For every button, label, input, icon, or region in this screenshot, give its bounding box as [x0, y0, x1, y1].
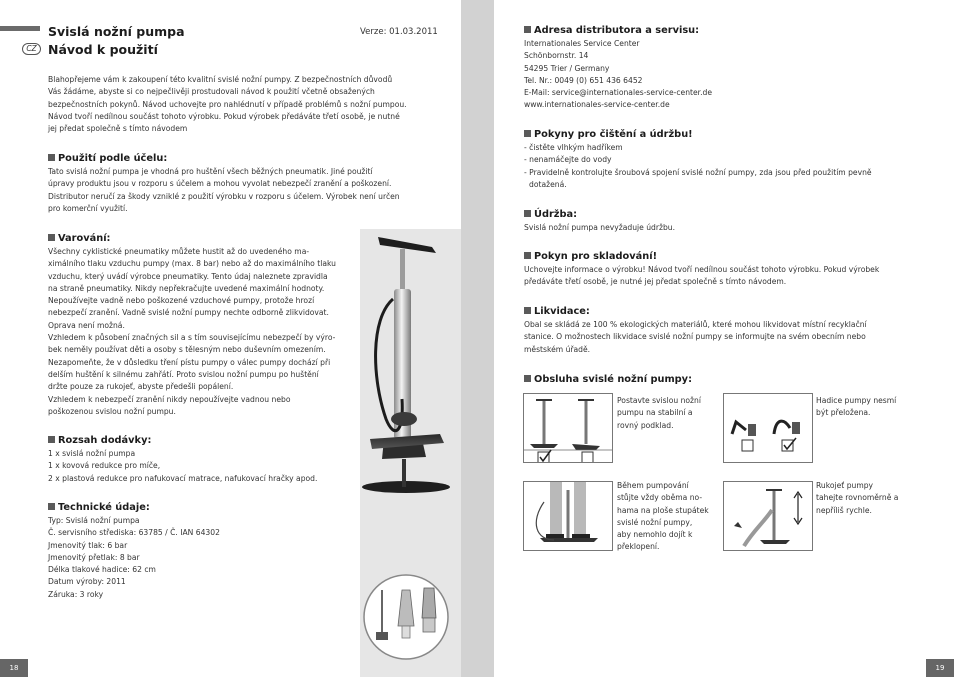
tech-item: Jmenovitý přetlak: 8 bar: [48, 552, 140, 562]
disposal-line: městském úřadě.: [524, 344, 591, 354]
usage-heading: Použití podle účelu:: [48, 153, 167, 164]
right-page: [494, 0, 954, 677]
step4-text: [816, 480, 898, 517]
page-number: 19: [926, 659, 954, 677]
tech-list: [48, 515, 220, 601]
adapter-accessories-icon: [362, 566, 450, 668]
step1-line: pumpu na stabilní a: [617, 408, 693, 418]
disposal-line: Obal se skládá ze 100 % ekologických materiálů, které mohou likvidovat místní recyklační: [524, 320, 867, 329]
disposal-heading: Likvidace:: [524, 306, 590, 317]
step1-line: rovný podklad.: [617, 420, 674, 430]
warning-line: poškozenou svislou nožní pumpu.: [48, 406, 176, 416]
usage-line: úpravy produktu jsou v rozporu s účelem a mohou vyvolat nebezpečí zranění a poškození.: [48, 179, 392, 189]
step3-line: svislé nožní pumpy,: [617, 517, 693, 527]
maintenance-text: [524, 222, 675, 234]
step2-line: Hadice pumpy nesmí: [816, 396, 897, 405]
disposal-line: stanice. O možnostech likvidace svislé nožní pumpy se informujte na svém obecním nebo: [524, 332, 866, 342]
delivery-item: 1 x kovová redukce pro míče,: [48, 461, 161, 471]
usage-line: Distributor neručí za škody vzniklé z použití výrobku v rozporu s účelem. Výrobek není určen: [48, 191, 400, 201]
step3-illustration: [523, 481, 613, 551]
intro-line: Blahopřejeme vám k zakoupení této kvalitní svislé nožní pumpy. Z bezpečnostních důvodů: [48, 75, 393, 84]
address-line: 54295 Trier / Germany: [524, 63, 610, 73]
tech-item: Délka tlakové hadice: 62 cm: [48, 565, 156, 575]
warning-line: Všechny cyklistické pneumatiky můžete hustit až do uvedeného ma-: [48, 247, 310, 256]
warning-line: Vzhledem k působení značných sil a s tím souvisejícímu nebezpečí by výro-: [48, 333, 336, 343]
warning-paragraph: [48, 246, 336, 418]
step3-line: Během pumpování: [617, 481, 689, 490]
version-label: Verze: 01.03.2011: [360, 27, 438, 37]
tech-heading: Technické údaje:: [48, 502, 150, 513]
hose-kink-icon: [724, 394, 813, 463]
address-line: www.internationales-service-center.de: [524, 100, 670, 110]
warning-line: nebezpečí zranění. Vadně svislé nožní pumpy nechte odborně zlikvidovat.: [48, 308, 329, 318]
usage-line: pro komerční využití.: [48, 203, 128, 213]
cleaning-item: dotažená.: [529, 179, 567, 189]
address-line: Internationales Service Center: [524, 39, 640, 48]
address-line: E-Mail: service@internationales-service-center.de: [524, 88, 713, 98]
usage-paragraph: [48, 166, 400, 215]
delivery-list: [48, 448, 317, 485]
step4-illustration: [723, 481, 813, 551]
maintenance-heading: Údržba:: [524, 209, 577, 220]
storage-text: [524, 264, 879, 289]
warning-line: ximálního tlaku vzduchu pumpy (max. 8 bar) nebo až do maximálního tlaku: [48, 259, 336, 269]
tech-item: Č. servisního střediska: 63785 / Č. IAN 64302: [48, 528, 220, 538]
disposal-text: [524, 319, 867, 356]
language-badge: CZ: [22, 43, 41, 55]
delivery-item: 1 x svislá nožní pumpa: [48, 449, 136, 458]
intro-line: jej předat společně s tímto návodem: [48, 124, 188, 134]
warning-line: na straně pneumatiky. Nikdy nepřekračujte uvedené maximální hodnoty.: [48, 283, 325, 293]
warning-line: Nepoužívejte vadně nebo poškozené vzduchové pumpy, protože hrozí: [48, 296, 315, 306]
pump-stand-icon: [524, 394, 613, 463]
step1-text: [617, 395, 701, 432]
cleaning-item: - Pravidelně kontrolujte šroubová spojení svislé nožní pumpy, zda jsou před použitím pevně: [524, 167, 872, 177]
step3-line: aby nemohlo dojít k: [617, 530, 693, 540]
intro-line: bezpečnostních pokynů. Návod uchovejte pro nahlédnutí v případě problémů s nožní pumpou.: [48, 99, 407, 109]
step1-illustration: [523, 393, 613, 463]
delivery-heading: Rozsah dodávky:: [48, 435, 151, 446]
maintenance-line: Svislá nožní pumpa nevyžaduje údržbu.: [524, 223, 675, 232]
usage-line: Tato svislá nožní pumpa je vhodná pro huštění všech běžných pneumatik. Jiné použití: [48, 167, 373, 176]
cleaning-item: - čistěte vlhkým hadříkem: [524, 143, 623, 152]
page-number: 18: [0, 659, 28, 677]
warning-line: držte pouze za rukojeť, abyste předešli popálení.: [48, 382, 234, 392]
step2-illustration: [723, 393, 813, 463]
storage-line: předáváte třetí osobě, je nutné jej předat společně s tímto návodem.: [524, 277, 787, 287]
step2-line: být přeložena.: [816, 408, 871, 418]
distributor-address: [524, 38, 712, 112]
warning-line: Oprava není možná.: [48, 320, 125, 330]
distributor-heading: Adresa distributora a servisu:: [524, 25, 699, 36]
page-subtitle: Návod k použití: [48, 42, 158, 57]
warning-heading: Varování:: [48, 233, 110, 244]
page-title: Svislá nožní pumpa: [48, 24, 185, 39]
address-line: Schönbornstr. 14: [524, 51, 589, 61]
warning-line: vzduchu, který uvádí výrobce pneumatiky. Tento údaj naleznete zpravidla: [48, 271, 328, 281]
warning-line: bek neměly používat děti a osoby s tělesným nebo duševním omezením.: [48, 345, 326, 355]
cleaning-list: [524, 142, 872, 191]
left-page: [0, 0, 461, 677]
cleaning-item: - nenamáčejte do vody: [524, 155, 612, 165]
warning-line: Vzhledem k nebezpečí zranění nikdy nepoužívejte vadnou nebo: [48, 394, 291, 404]
step3-line: stůjte vždy oběma no-: [617, 493, 703, 503]
step4-line: Rukojeť pumpy: [816, 481, 874, 490]
intro-line: Vás žádáme, abyste si co nejpečlivěji prostudovali návod k použití včetně obsažených: [48, 87, 375, 97]
step4-line: tahejte rovnoměrně a: [816, 493, 899, 503]
tech-item: Datum výroby: 2011: [48, 577, 126, 587]
storage-heading: Pokyn pro skladování!: [524, 251, 657, 262]
step4-line: nepříliš rychle.: [816, 505, 872, 515]
feet-on-pump-icon: [524, 482, 613, 551]
step2-text: [816, 395, 896, 420]
intro-line: Návod tvoří nedílnou součást tohoto výrobku. Pokud výrobek předáváte třetí osobě, je nutné: [48, 111, 400, 121]
tech-item: Záruka: 3 roky: [48, 589, 104, 599]
tech-item: Typ: Svislá nožní pumpa: [48, 516, 140, 525]
step3-text: [617, 480, 709, 554]
storage-line: Uchovejte informace o výrobku! Návod tvoří nedílnou součást tohoto výrobku. Pokud výrobek: [524, 265, 880, 274]
step3-line: překlopení.: [617, 542, 660, 552]
warning-line: delším huštění k silnému zahřátí. Proto svislou nožní pumpu po huštění: [48, 369, 319, 379]
handle-motion-icon: [724, 482, 813, 551]
warning-line: Nezapomeňte, že v důsledku tření pístu pumpy o válec pumpy dochází při: [48, 357, 331, 367]
address-line: Tel. Nr.: 0049 (0) 651 436 6452: [524, 75, 643, 85]
tech-item: Jmenovitý tlak: 6 bar: [48, 540, 128, 550]
intro-paragraph: [48, 74, 407, 135]
cleaning-heading: Pokyny pro čištění a údržbu!: [524, 129, 693, 140]
step3-line: hama na ploše stupátek: [617, 505, 709, 515]
delivery-item: 2 x plastová redukce pro nafukovací matrace, nafukovací hračky apod.: [48, 473, 318, 483]
gutter: [461, 0, 494, 677]
operation-heading: Obsluha svislé nožní pumpy:: [524, 374, 692, 385]
header-rule: [0, 26, 40, 31]
step1-line: Postavte svislou nožní: [617, 396, 701, 405]
